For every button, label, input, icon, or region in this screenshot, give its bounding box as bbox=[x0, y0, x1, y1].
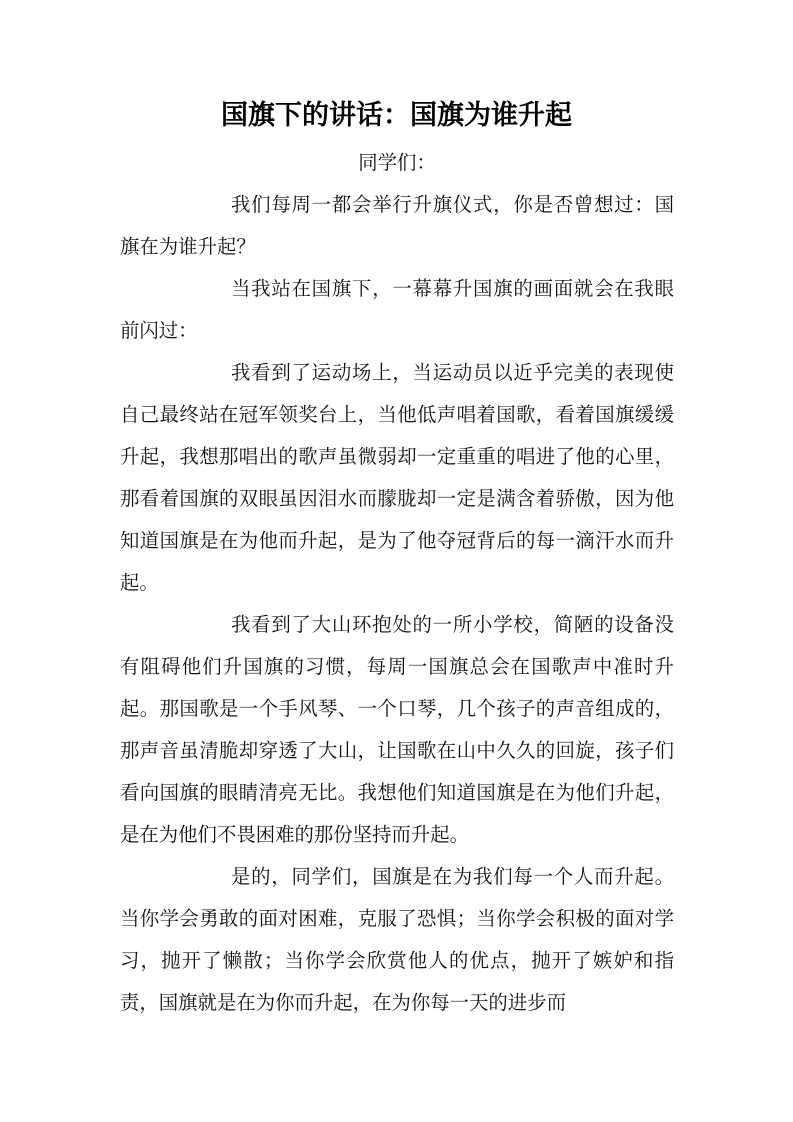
greeting: 同学们： bbox=[358, 151, 436, 174]
paragraph-4: 我看到了大山环抱处的一所小学校，简陋的设备没有阻碍他们升国旗的习惯，每周一国旗总会在国歌声中准时升起。那国歌是一个手风琴、一个口琴，几个孩子的声音组成的，那声音虽清脆却穿透了大山，让国歌在山中久久的回旋，孩子们看向国旗的眼睛清亮无比。我想他们知道国旗是在为他们升起，是在为他们不畏困难的那份坚持而升起。 bbox=[120, 613, 674, 846]
document-title: 国旗下的讲话：国旗为谁升起 bbox=[221, 100, 572, 131]
paragraph-3: 我看到了运动场上，当运动员以近乎完美的表现使自己最终站在冠军领奖台上，当他低声唱着国歌，看着国旗缓缓升起，我想那唱出的歌声虽微弱却一定重重的唱进了他的心里，那看着国旗的双眼虽因泪水而朦胧却一定是满含着骄傲，因为他知道国旗是在为他而升起，是为了他夺冠背后的每一滴汗水而升起。 bbox=[120, 361, 674, 594]
document-body bbox=[120, 142, 674, 1024]
paragraph-1: 我们每周一都会举行升旗仪式，你是否曾想过：国旗在为谁升起？ bbox=[120, 193, 674, 258]
paragraph-2: 当我站在国旗下，一幕幕升国旗的画面就会在我眼前闪过： bbox=[120, 277, 674, 342]
paragraph-5: 是的，同学们，国旗是在为我们每一个人而升起。当你学会勇敢的面对困难，克服了恐惧；当你学会积极的面对学习，抛开了懒散；当你学会欣赏他人的优点，抛开了嫉妒和指责，国旗就是在为你而升起，在为你每一天的进步而 bbox=[120, 865, 674, 1014]
